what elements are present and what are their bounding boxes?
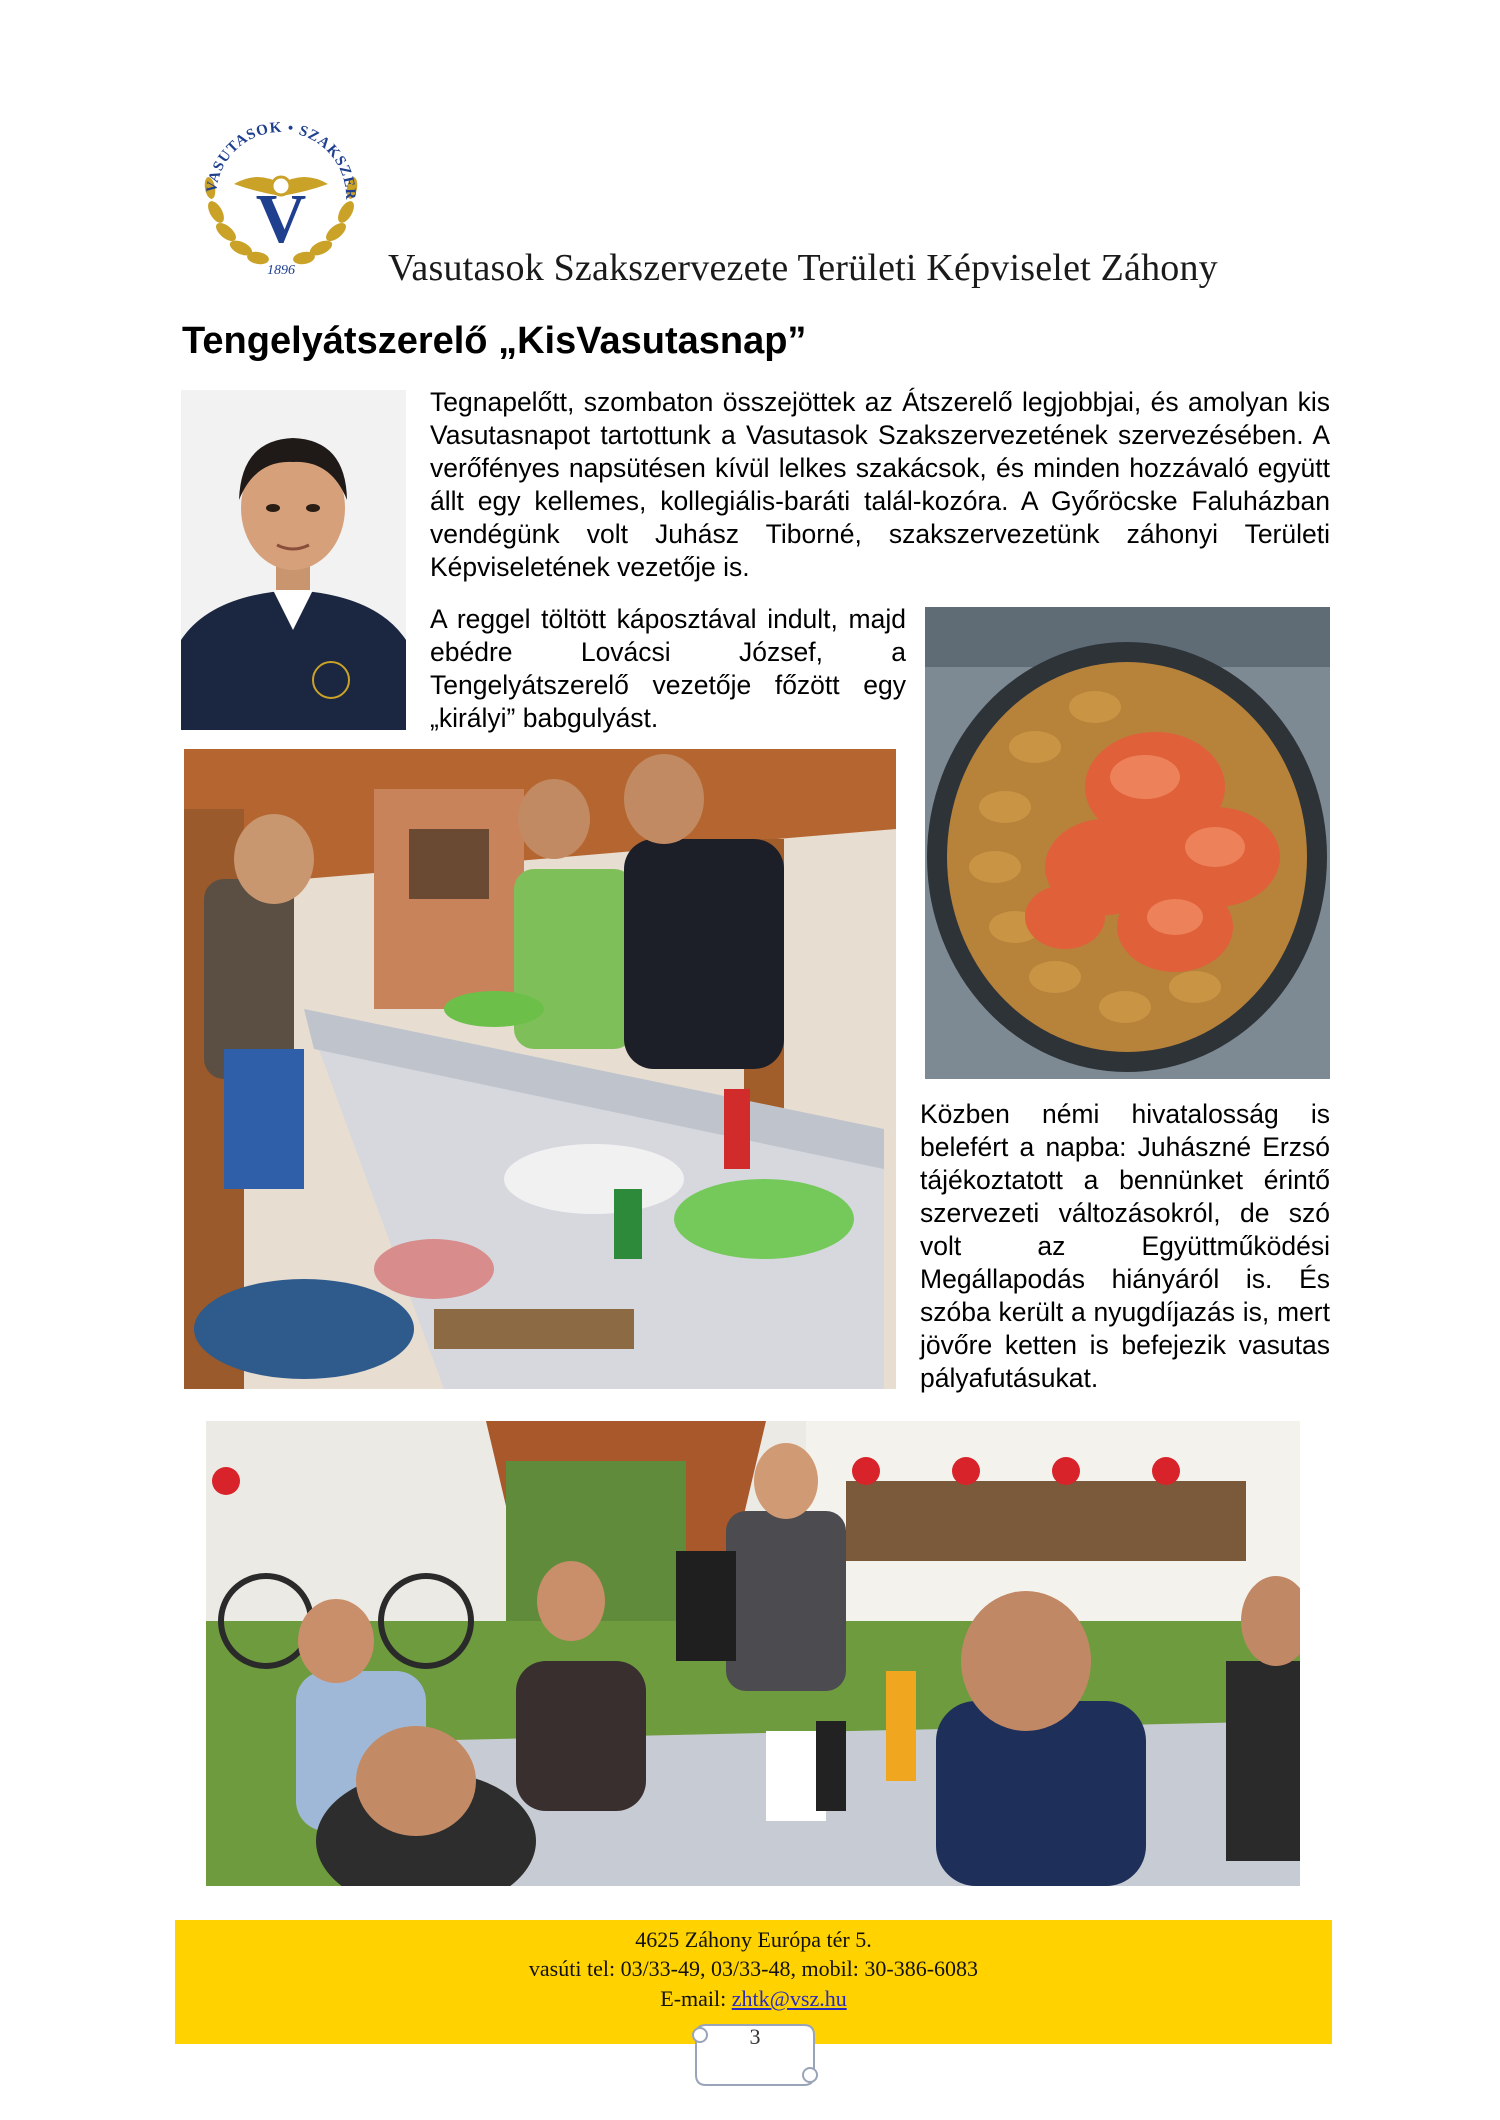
svg-text:1896: 1896 [267,263,295,278]
intro-paragraph: Tegnapelőtt, szombaton összejöttek az Átszerelő legjobbjai, és amolyan kis Vasutasnapot tartottunk a Vasutasok Szakszervezetének szervezésében. A verőfényes napsütésen kívül lelkes szakácsok, és minden hozzávaló együtt állt egy kellemes, kollegiális-baráti talál-kozóra. A Győröcske Faluházban vendégünk volt Juhász Tiborné, szakszervezetünk záhonyi Területi Képviseletének vezetője is. [430,387,1330,582]
footer-email [175,1986,1332,2012]
footer-email-label: E-mail: [660,1986,732,2011]
email-link[interactable]: zhtk@vsz.hu [731,1986,847,2011]
portrait-photo [181,390,406,730]
meeting-photo [206,1421,1300,1886]
stuffed-cabbage-photo [925,607,1330,1079]
footer-phone: vasúti tel: 03/33-49, 03/33-48, mobil: 30-386-6083 [528,1956,979,1981]
breakfast-paragraph: A reggel töltött káposztával indult, majd ebédre Lovácsi József, a Tengelyátszerelő vezetője főzött egy „királyi” babgulyást. [430,604,906,733]
meeting-paragraph: Közben némi hivatalosság is belefért a napba: Juhászné Erzsó tájékoztatott a bennünket érintő szervezeti változásokról, de szó volt az Együttműködési Megállapodás hiányáról is. És szóba került a nyugdíjazás is, mert jövőre ketten is befejezik vasutas pályafutásukat. [920,1099,1330,1393]
svg-text:V: V [255,181,307,258]
footer-address: 4625 Záhony Európa tér 5. [635,1927,872,1952]
article-title: Tengelyátszerelő „KisVasutasnap” [182,320,807,362]
svg-text:VASUTASOK • SZAKSZERVEZETE: VASUTASOK • SZAKSZER [204,119,359,201]
page-number: 3 [749,2024,761,2049]
organization-title: Vasutasok Szakszervezete Területi Képviselet Záhony [388,247,1218,289]
cooking-photo [184,749,896,1389]
union-logo [186,92,376,282]
